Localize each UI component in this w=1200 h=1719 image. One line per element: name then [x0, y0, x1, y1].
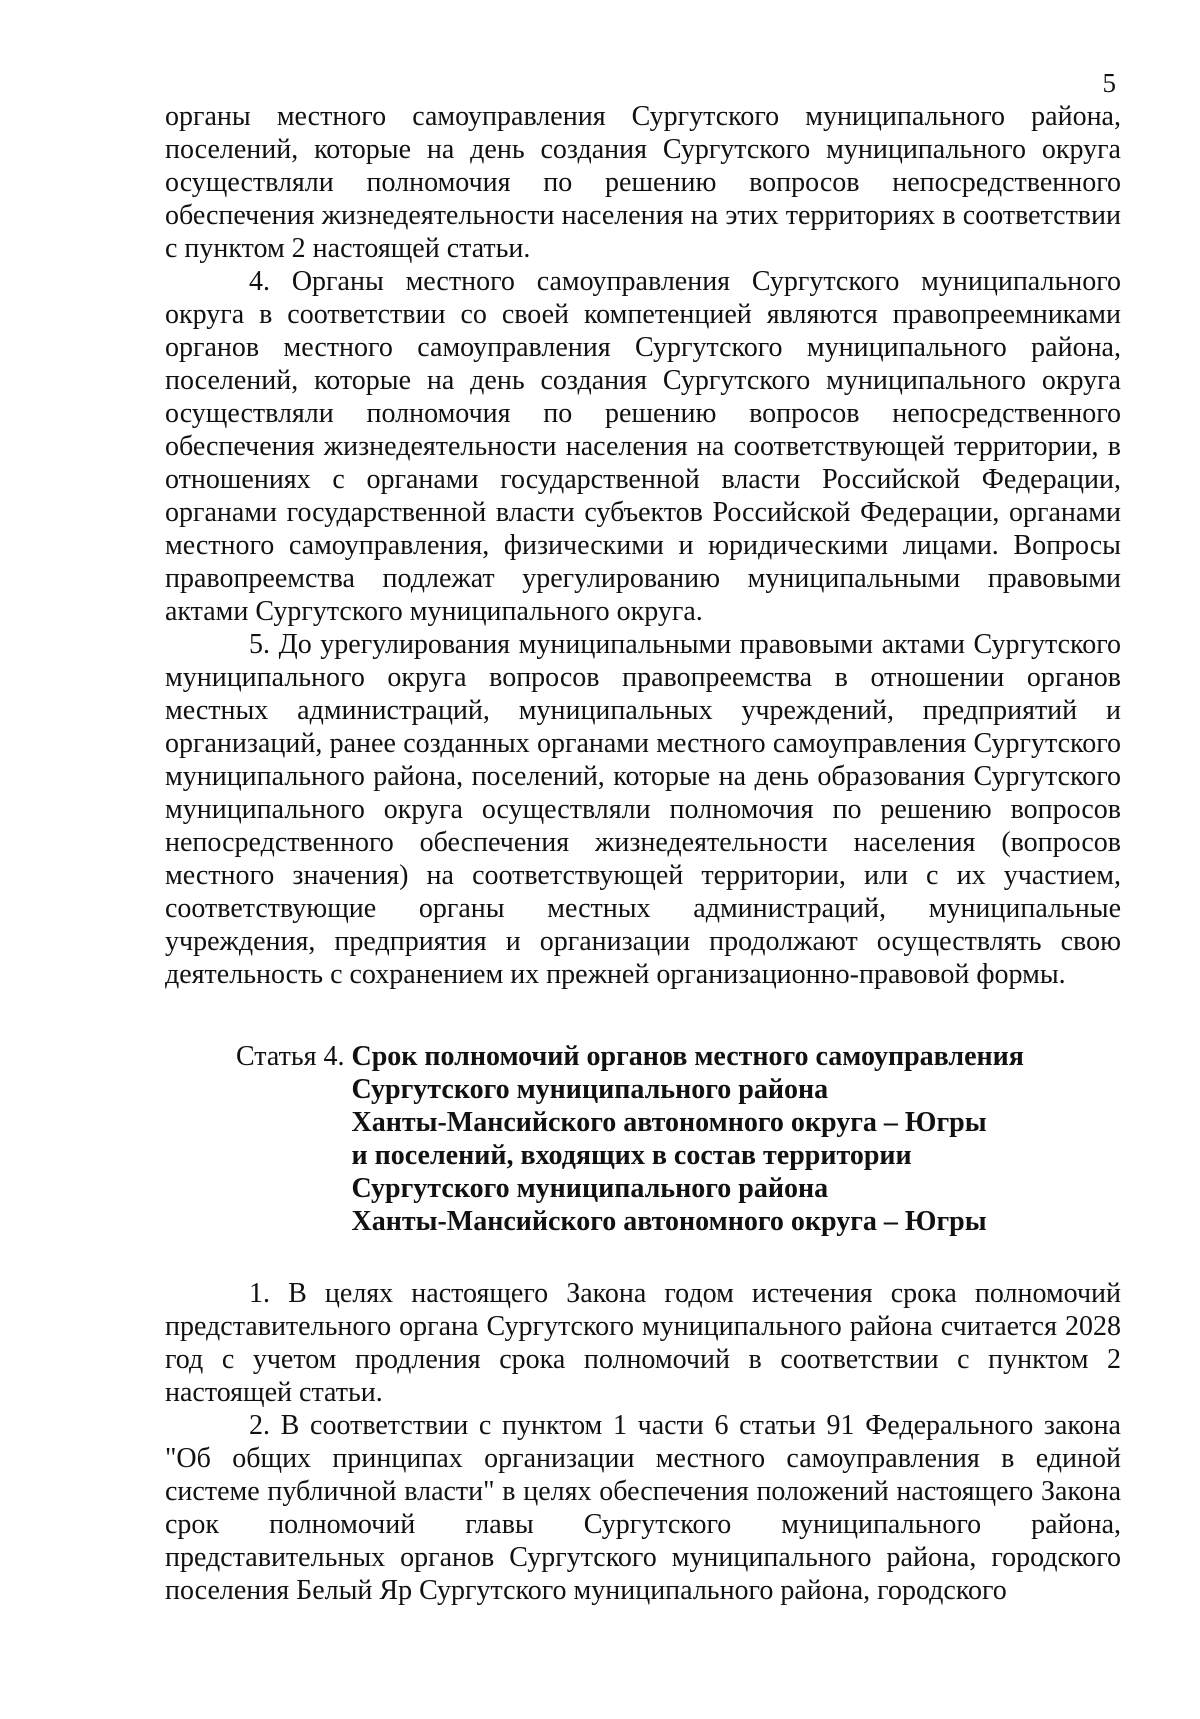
article-title-line: Срок полномочий органов местного самоуправления [351, 1041, 1024, 1072]
paragraph-continuation: органы местного самоуправления Сургутского муниципального района, поселений, которые на день создания Сургутского муниципального округа осуществляли полномочия по решению вопросов непосредственного обеспечения жизнедеятельности населения на этих территориях в соответствии с пунктом 2 настоящей статьи. [165, 101, 1121, 264]
article-title [351, 1040, 1023, 1238]
document-body [165, 100, 1121, 1607]
article-label: Статья 4. [236, 1041, 345, 1072]
page-number: 5 [1102, 68, 1116, 98]
article-title-line: Сургутского муниципального района [351, 1173, 829, 1204]
article-title-line: Ханты-Мансийского автономного округа – Югры [351, 1107, 987, 1138]
paragraph-article4-item-1: 1. В целях настоящего Закона годом истечения срока полномочий представительного органа Сургутского муниципального района считается 2028 год с учетом продления срока полномочий в соответствии с пунктом 2 настоящей статьи. [165, 1278, 1121, 1408]
paragraph-item-4: 4. Органы местного самоуправления Сургутского муниципального округа в соответствии со своей компетенцией являются правопреемниками органов местного самоуправления Сургутского муниципального района, поселений, которые на день создания Сургутского муниципального округа осуществляли полномочия по решению вопросов непосредственного обеспечения жизнедеятельности населения на соответствующей территории, в отношениях с органами государственной власти Российской Федерации, органами государственной власти субъектов Российской Федерации, органами местного самоуправления, физическими и юридическими лицами. Вопросы правопреемства подлежат урегулированию муниципальными правовыми актами Сургутского муниципального округа. [165, 266, 1121, 627]
article-title-line: Ханты-Мансийского автономного округа – Югры [351, 1206, 987, 1237]
paragraph-item-5: 5. До урегулирования муниципальными правовыми актами Сургутского муниципального округа вопросов правопреемства в отношении органов местных администраций, муниципальных учреждений, предприятий и организаций, ранее созданных органами местного самоуправления Сургутского муниципального района, поселений, которые на день образования Сургутского муниципального округа осуществляли полномочия по решению вопросов непосредственного обеспечения жизнедеятельности населения (вопросов местного значения) на соответствующей территории, или с их участием, соответствующие органы местных администраций, муниципальные учреждения, предприятия и организации продолжают осуществлять свою деятельность с сохранением их прежней организационно-правовой формы. [165, 629, 1121, 990]
paragraph-article4-item-2: 2. В соответствии с пунктом 1 части 6 статьи 91 Федерального закона "Об общих принципах организации местного самоуправления в единой системе публичной власти" в целях обеспечения положений настоящего Закона срок полномочий главы Сургутского муниципального района, представительных органов Сургутского муниципального района, городского поселения Белый Яр Сургутского муниципального района, городского [165, 1410, 1121, 1606]
article-heading [165, 1040, 1121, 1238]
article-title-line: и поселений, входящих в состав территории [351, 1140, 912, 1171]
article-title-line: Сургутского муниципального района [351, 1074, 829, 1105]
